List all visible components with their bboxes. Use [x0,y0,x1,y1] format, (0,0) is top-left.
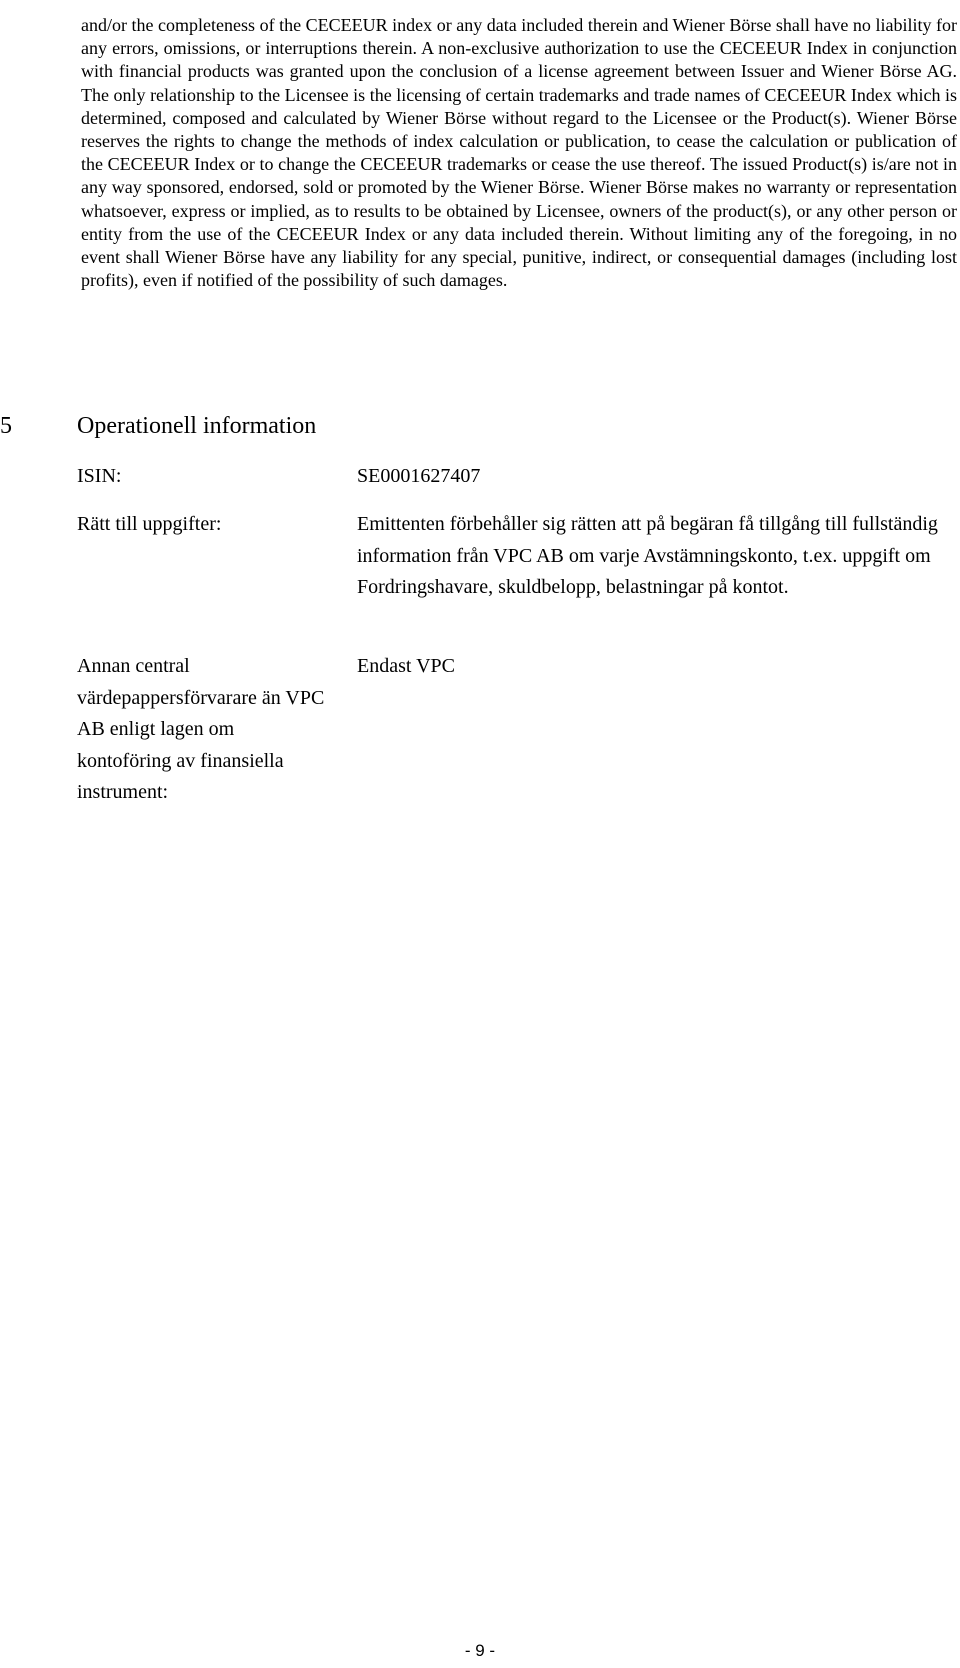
section-title: Operationell information [77,413,317,439]
annan-central-vardepappersforvarare-label: Annan central värdepappersförvarare än VPC AB enligt lagen om kontoföring av finansiella instrument: [77,655,325,803]
ratt-till-uppgifter-label: Rätt till uppgifter: [77,513,222,535]
isin-value: SE0001627407 [357,465,481,487]
isin-label: ISIN: [77,465,122,487]
section-number: 5 [0,413,12,439]
page-number: - 9 - [464,1641,496,1660]
info-row-annan-central-vardepappersforvarare [77,651,957,811]
info-row-isin [77,461,957,497]
annan-central-vardepappersforvarare-value: Endast VPC [357,655,455,677]
ratt-till-uppgifter-value: Emittenten förbehåller sig rätten att på begäran få tillgång till fullständig information från VPC AB om varje Avstämningskonto, t.ex. uppgift om Fordringshavare, skuldbelopp, belastningar på kontot. [357,513,938,598]
info-row-ratt-till-uppgifter [77,509,957,635]
section-heading [0,409,940,443]
intro-paragraph: and/or the completeness of the CECEEUR index or any data included therein and Wiener Börse shall have no liability for any errors, omissions, or interruptions therein. A non-exclusive authorization to use the CECEEUR Index in conjunction with financial products was granted upon the conclusion of a license agreement between Issuer and Wiener Börse AG. The only relationship to the Licensee is the licensing of certain trademarks and trade names of CECEEUR Index which is determined, composed and calculated by Wiener Börse without regard to the Licensee or the Product(s). Wiener Börse reserves the rights to change the methods of index calculation or publication, to cease the calculation or publication of the CECEEUR Index or to change the CECEEUR trademarks or cease the use thereof. The issued Product(s) is/are not in any way sponsored, endorsed, sold or promoted by the Wiener Börse. Wiener Börse makes no warranty or representation whatsoever, express or implied, as to results to be obtained by Licensee, owners of the product(s), or any other person or entity from the use of the CECEEUR Index or any data included therein. Without limiting any of the foregoing, in no event shall Wiener Börse have any liability for any special, punitive, indirect, or consequential damages (including lost profits), even if notified of the possibility of such damages. [81,15,957,291]
